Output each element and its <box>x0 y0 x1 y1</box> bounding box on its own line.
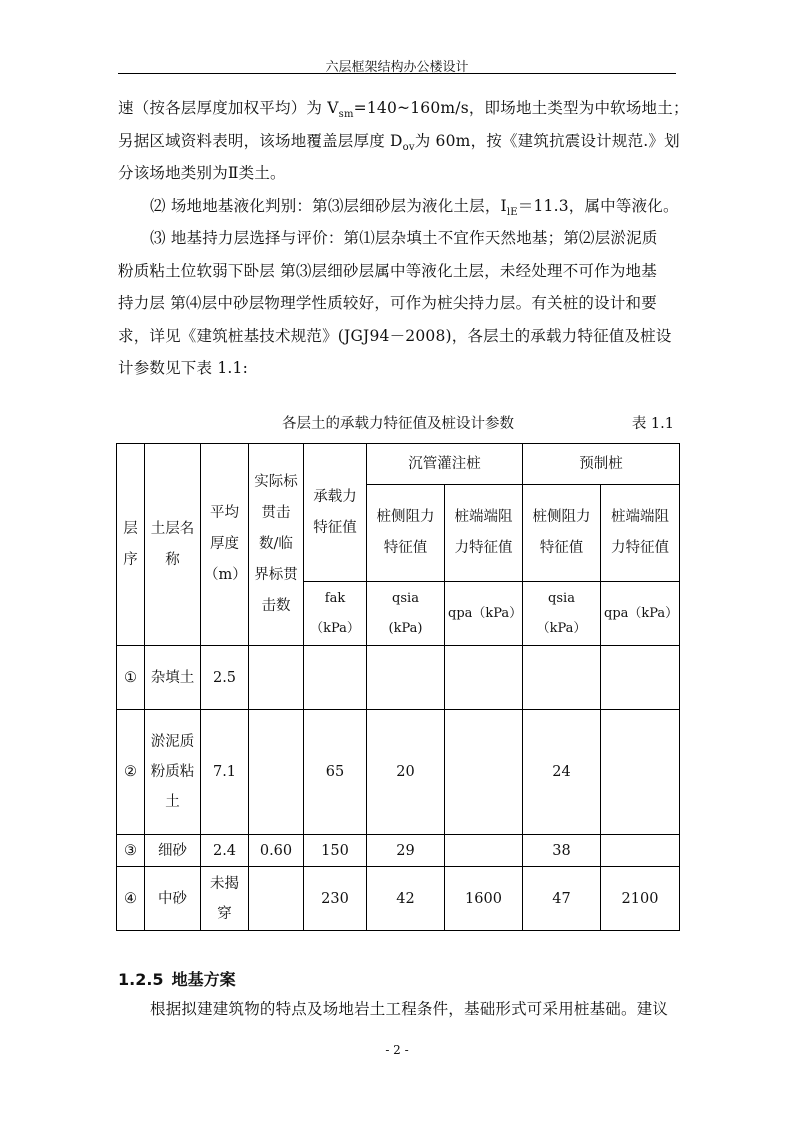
header-qsia: qsia （kPa） <box>523 582 601 646</box>
section-heading <box>118 968 244 992</box>
table-row: ④ 中砂 未揭穿 230 42 1600 47 2100 <box>117 867 680 931</box>
page-number: - 2 - <box>385 1043 409 1057</box>
paragraph-line: 粉质粘土位软弱下卧层 第⑶层细砂层属中等液化土层，未经处理不可作为地基 <box>118 262 657 280</box>
header-end-resistance: 桩端端阻力特征值 <box>445 485 523 582</box>
header-fak: fak （kPa） <box>304 582 367 646</box>
header-precast-pile: 预制桩 <box>523 444 680 485</box>
page-header: 六层框架结构办公楼设计 <box>325 60 469 75</box>
paragraph-line: ⑵ 场地地基液化判别：第⑶层细砂层为液化土层，$I_{lE}=11.3$，属中等液化。 <box>150 197 679 218</box>
table-caption <box>118 413 678 435</box>
paragraph-line: 分该场地类别为Ⅱ类土。 <box>118 164 286 182</box>
header-bearing: 承载力特征值 <box>304 444 367 582</box>
paragraph-line: 速（按各层厚度加权平均）为 $V_{sm}=140\sim 160m/s$，即场地土类型为中软场地土； <box>118 99 689 120</box>
paragraph-line: 求，详见《建筑桩基技术规范》(JGJ94－2008)，各层土的承载力特征值及桩设 <box>118 327 672 345</box>
paragraph-line: 持力层 第⑷层中砂层物理学性质较好，可作为桩尖持力层。有关桩的设计和要 <box>118 294 657 312</box>
header-end-resistance: 桩端端阻力特征值 <box>601 485 680 582</box>
paragraph-line: 计参数见下表 1.1: <box>118 359 248 377</box>
header-layer-order: 层序 <box>117 444 145 646</box>
soil-parameter-table <box>116 443 680 931</box>
header-qpa: qpa（kPa） <box>445 582 523 646</box>
table-row: ② 淤泥质粉质粘土 7.1 65 20 24 <box>117 710 680 835</box>
header-sunk-pile: 沉管灌注桩 <box>367 444 523 485</box>
header-qpa: qpa（kPa） <box>601 582 680 646</box>
header-side-resistance: 桩侧阻力特征值 <box>367 485 445 582</box>
paragraph-line: 另据区域资料表明，该场地覆盖层厚度 $D_{ov}$为 60m，按《建筑抗震设计规范.》划 <box>118 132 680 153</box>
header-qsia: qsia (kPa) <box>367 582 445 646</box>
table-row: ③ 细砂 2.4 0.60 150 29 38 <box>117 835 680 867</box>
section-title: 地基方案 <box>171 970 236 989</box>
header-avg-thickness: 平均厚度（m） <box>201 444 249 646</box>
header-rule <box>118 73 676 74</box>
table-number: 表 1.1 <box>631 416 674 432</box>
paragraph-line: 根据拟建建筑物的特点及场地岩土工程条件，基础形式可采用桩基础。建议 <box>150 1000 669 1018</box>
header-side-resistance: 桩侧阻力特征值 <box>523 485 601 582</box>
paragraph-line: ⑶ 地基持力层选择与评价：第⑴层杂填土不宜作天然地基；第⑵层淤泥质 <box>150 229 658 247</box>
table-title: 各层土的承载力特征值及桩设计参数 <box>282 416 514 432</box>
header-soil-name: 土层名称 <box>145 444 201 646</box>
header-spt: 实际标贯击数/临界标贯击数 <box>249 444 304 646</box>
section-number: 1.2.5 <box>118 970 164 989</box>
table-row: ① 杂填土 2.5 <box>117 646 680 710</box>
